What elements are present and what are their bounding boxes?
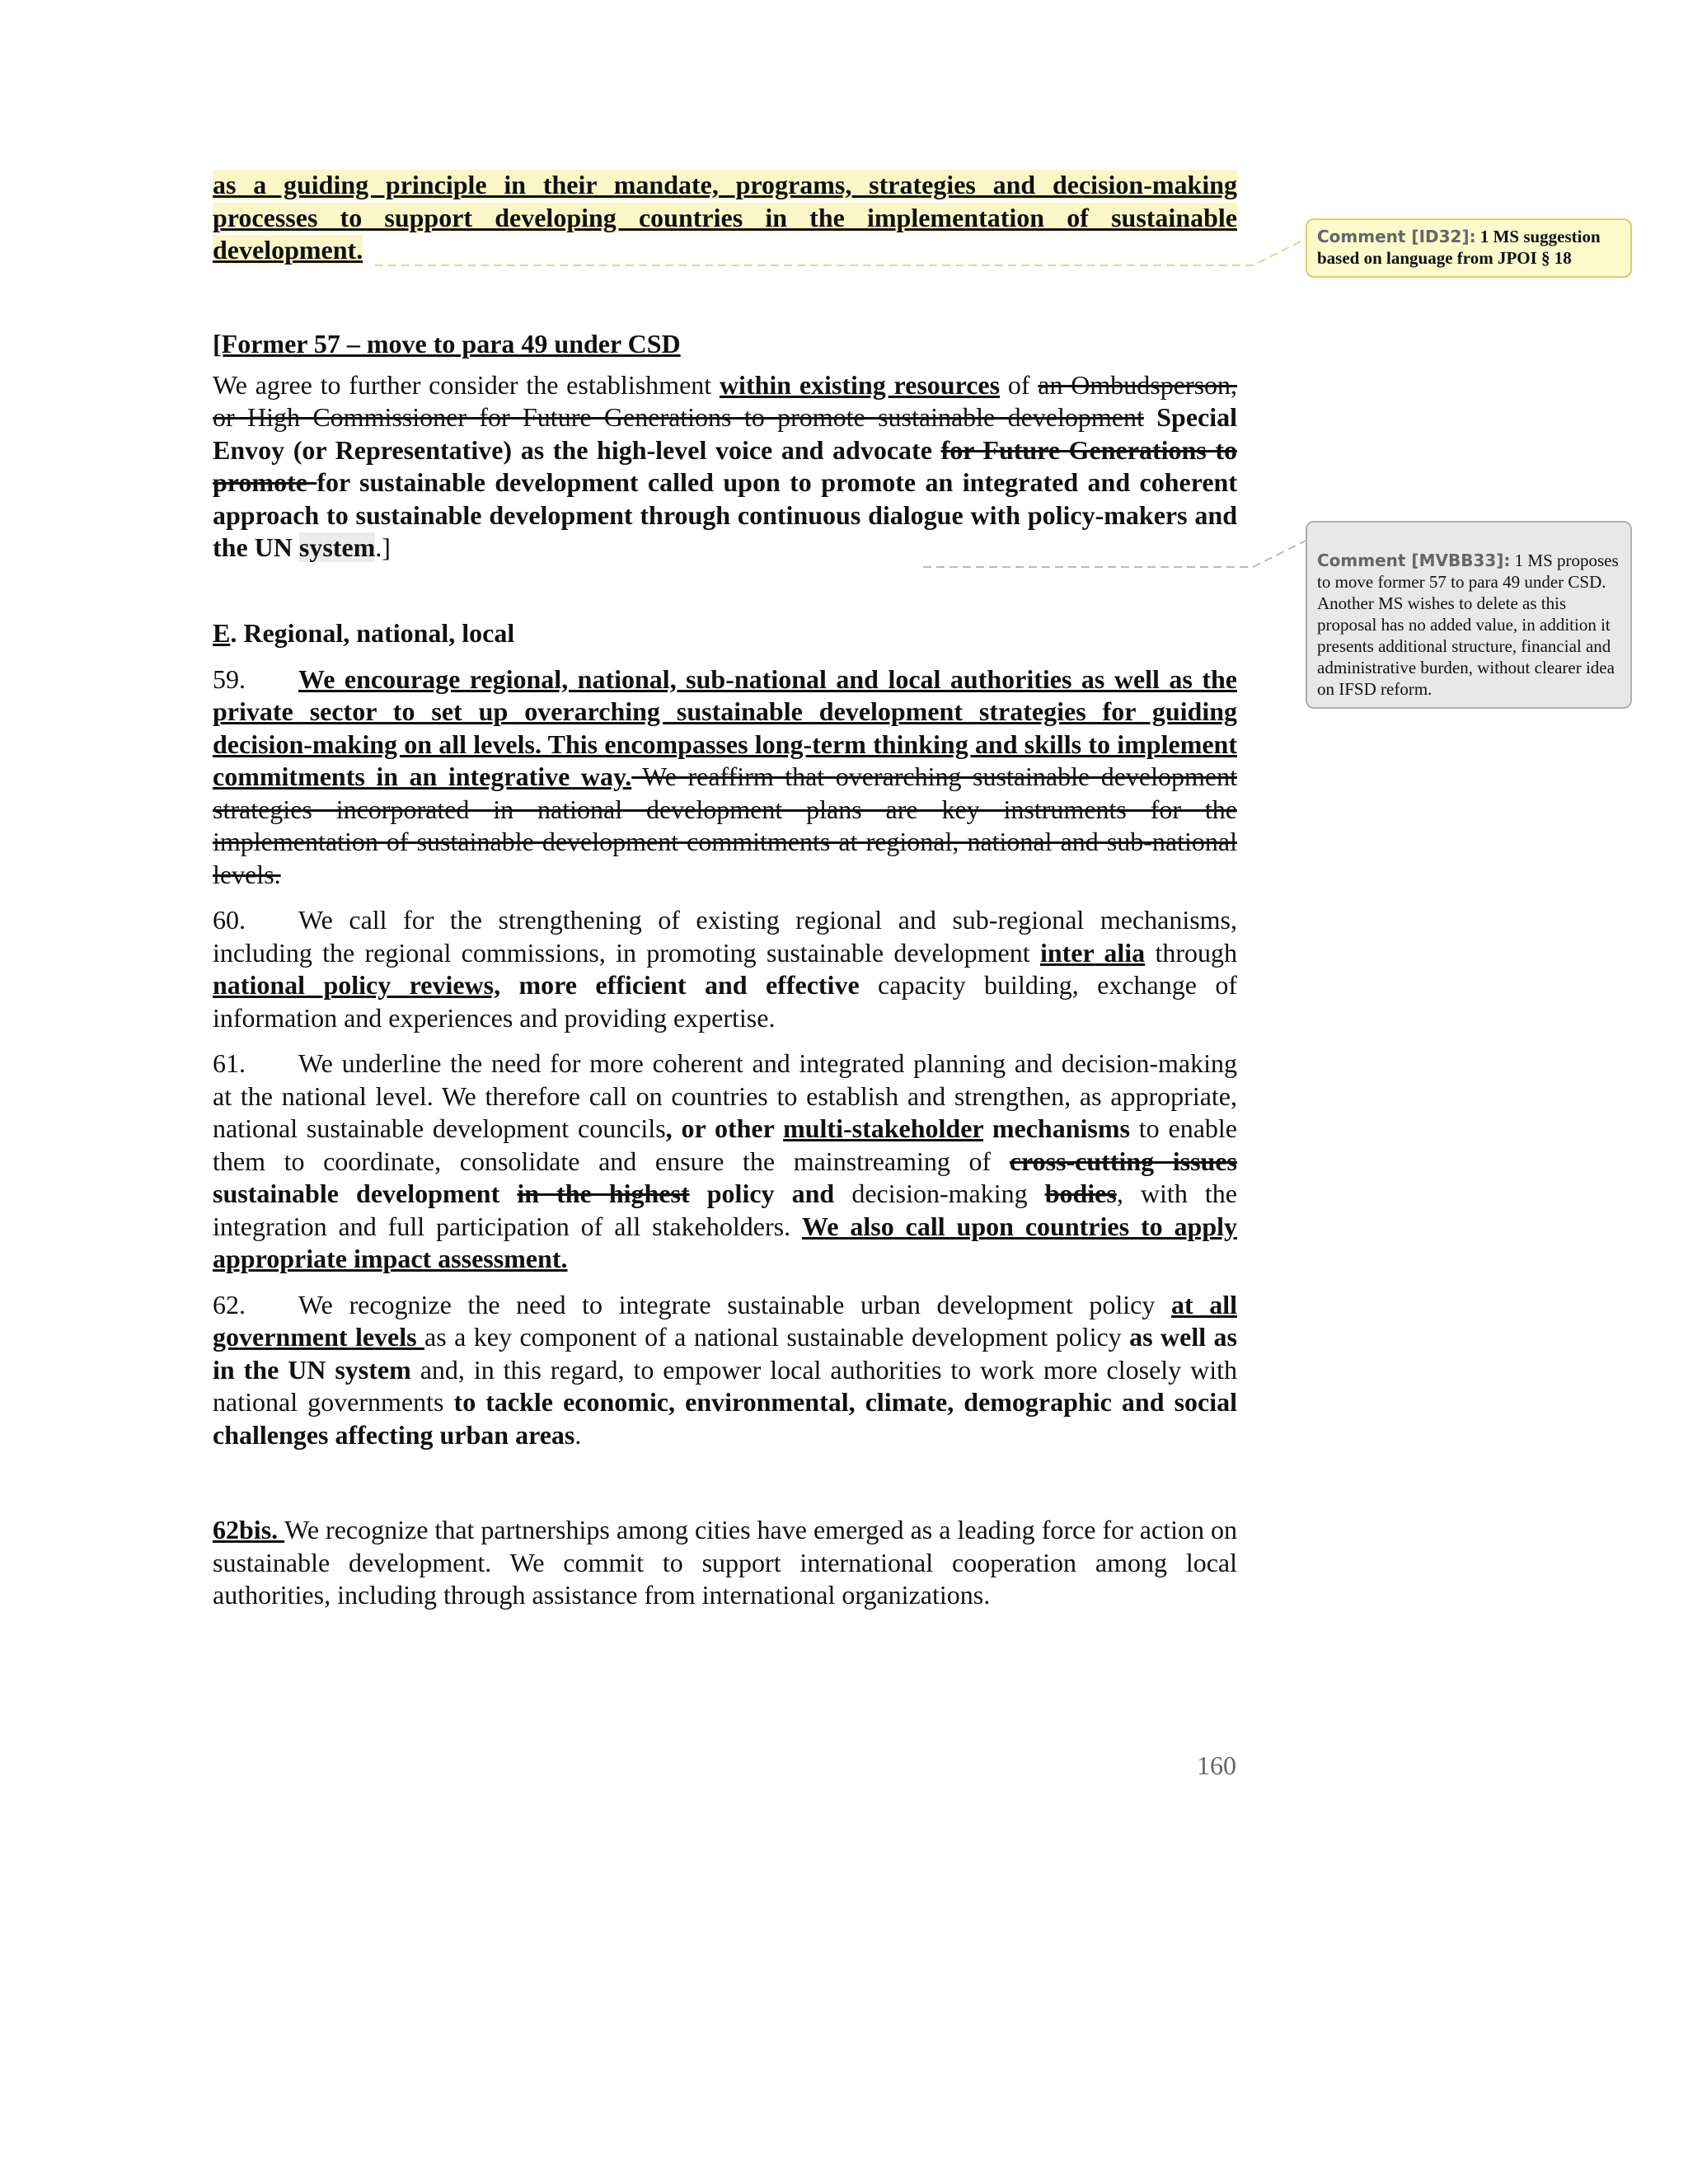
paragraph-62bis: 62bis. We recognize that partnerships among cities have emerged as a leading force for action on sustainable development. We commit to support international cooperation among local authorities, including through assistance from international organizations. — [213, 1515, 1238, 1610]
paragraph-60: 60. We call for the strengthening of existing regional and sub-regional mechanisms, including the regional commissions, in promoting sustainable development inter alia through national policy reviews, more efficient and effective capacity building, exchange of information and experiences and providing expertise. — [213, 905, 1238, 1033]
comment-mvbb33[interactable]: Comment [MVBB33]: 1 MS proposes to move former 57 to para 49 under CSD. Another MS wishes to delete as this proposal has no added value, in addition it presents additional structure, financial and administrative burden, without clearer idea on IFSD reform. — [1306, 521, 1632, 709]
former-57-paragraph: We agree to further consider the establishment within existing resources of an Ombudsperson, or High Commissioner for Future Generations to promote sustainable development Special Envoy (or Representative) as the high-level voice and advocate for Future Generations to promote for sustainable development called upon to promote an integrated and coherent approach to sustainable development through continuous dialogue with policy-makers and the UN system.] — [213, 369, 1238, 562]
paragraph-62: 62. We recognize the need to integrate sustainable urban development policy at all government levels as a key component of a national sustainable development policy as well as in the UN system and, in this regard, to empower local authorities to work more closely with national governments to tackle economic, environmental, climate, demographic and social challenges affecting urban areas. — [213, 1289, 1238, 1450]
former-57-heading: [Former 57 – move to para 49 under CSD — [213, 329, 681, 359]
paragraph-61: 61. We underline the need for more coherent and integrated planning and decision-making at the national level. We therefore call on countries to establish and strengthen, as appropriate, national sustainable development councils, or other multi-stakeholder mechanisms to enable them to coordinate, consolidate and ensure the mainstreaming of cross-cutting issues sustainable development in the highest policy and decision-making bodies, with the integration and full participation of all stakeholders. We also call upon countries to apply appropriate impact assessment. — [213, 1048, 1238, 1273]
former-57-block — [213, 328, 1237, 565]
inserted-text: as a guiding principle in their mandate, programs, strategies and decision-making processes to support developing countries in the implementation of sustainable development. — [213, 170, 1237, 265]
comment-id32[interactable]: Comment [ID32]: 1 MS suggestion based on language from JPOI § 18 — [1306, 218, 1632, 278]
section-e-heading: E. Regional, national, local — [213, 618, 515, 648]
page-number: 160 — [1197, 1750, 1236, 1780]
section-e — [213, 617, 1237, 1451]
paragraph-59: 59. We encourage regional, national, sub-national and local authorities as well as the private sector to set up overarching sustainable development strategies for guiding decision-making on all levels. This encompasses long-term thinking and skills to implement commitments in an integrative way. We reaffirm that overarching sustainable development strategies incorporated in national development plans are key instruments for the implementation of sustainable development commitments at regional, national and sub-national levels. — [213, 663, 1237, 889]
top-paragraph — [213, 169, 1237, 267]
